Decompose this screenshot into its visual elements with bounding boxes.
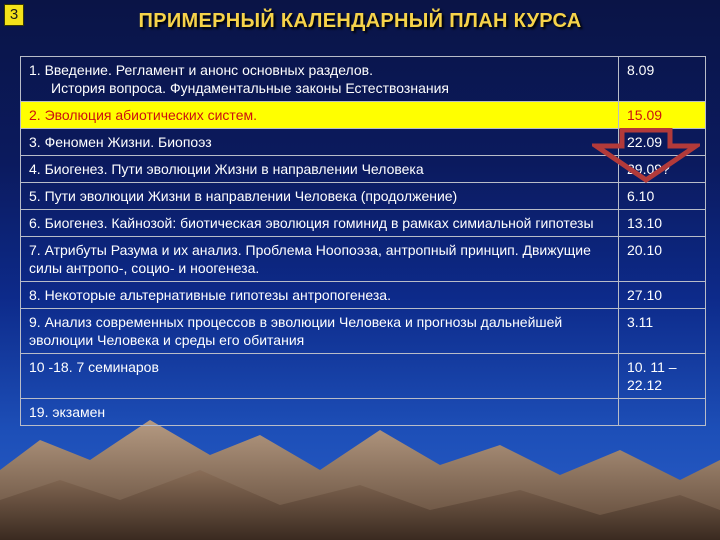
topic-cell: 2. Эволюция абиотических систем.	[21, 102, 619, 129]
date-cell: 20.10	[619, 237, 706, 282]
topic-cell: 8. Некоторые альтернативные гипотезы антропогенеза.	[21, 282, 619, 309]
topic-cell: 6. Биогенез. Кайнозой: биотическая эволюция гоминид в рамках симиальной гипотезы	[21, 210, 619, 237]
down-arrow-icon	[592, 128, 700, 184]
date-cell: 3.11	[619, 309, 706, 354]
topic-cell	[21, 57, 619, 102]
table-row	[21, 57, 706, 102]
table-row-highlighted	[21, 102, 706, 129]
course-plan-table	[20, 56, 706, 426]
slide-number: 3	[4, 4, 24, 26]
table-row	[21, 354, 706, 399]
table-row	[21, 399, 706, 426]
topic-cell: 10 -18. 7 семинаров	[21, 354, 619, 399]
date-cell: 15.09	[619, 102, 706, 129]
date-cell: 29.09?	[619, 156, 706, 183]
topic-cell: 19. экзамен	[21, 399, 619, 426]
table-row	[21, 183, 706, 210]
date-cell: 22.09	[619, 129, 706, 156]
topic-text-line2: История вопроса. Фундаментальные законы Естествознания	[51, 80, 449, 96]
topic-cell: 3. Феномен Жизни. Биопоэз	[21, 129, 619, 156]
date-cell	[619, 399, 706, 426]
date-cell: 27.10	[619, 282, 706, 309]
table-row	[21, 237, 706, 282]
topic-cell: 7. Атрибуты Разума и их анализ. Проблема Ноопоэза, антропный принцип. Движущие силы антропо-, социо- и ноогенеза.	[21, 237, 619, 282]
topic-text: 1. Введение. Регламент и анонс основных разделов.	[29, 62, 373, 78]
date-cell: 8.09	[619, 57, 706, 102]
date-cell: 10. 11 – 22.12	[619, 354, 706, 399]
topic-cell: 4. Биогенез. Пути эволюции Жизни в направлении Человека	[21, 156, 619, 183]
table-row	[21, 282, 706, 309]
topic-cell: 9. Анализ современных процессов в эволюции Человека и прогнозы дальнейшей эволюции Человека и среды его обитания	[21, 309, 619, 354]
date-cell: 13.10	[619, 210, 706, 237]
table-row	[21, 210, 706, 237]
topic-cell: 5. Пути эволюции Жизни в направлении Человека (продолжение)	[21, 183, 619, 210]
table-row	[21, 309, 706, 354]
date-cell: 6.10	[619, 183, 706, 210]
page-title: ПРИМЕРНЫЙ КАЛЕНДАРНЫЙ ПЛАН КУРСА	[138, 10, 582, 32]
